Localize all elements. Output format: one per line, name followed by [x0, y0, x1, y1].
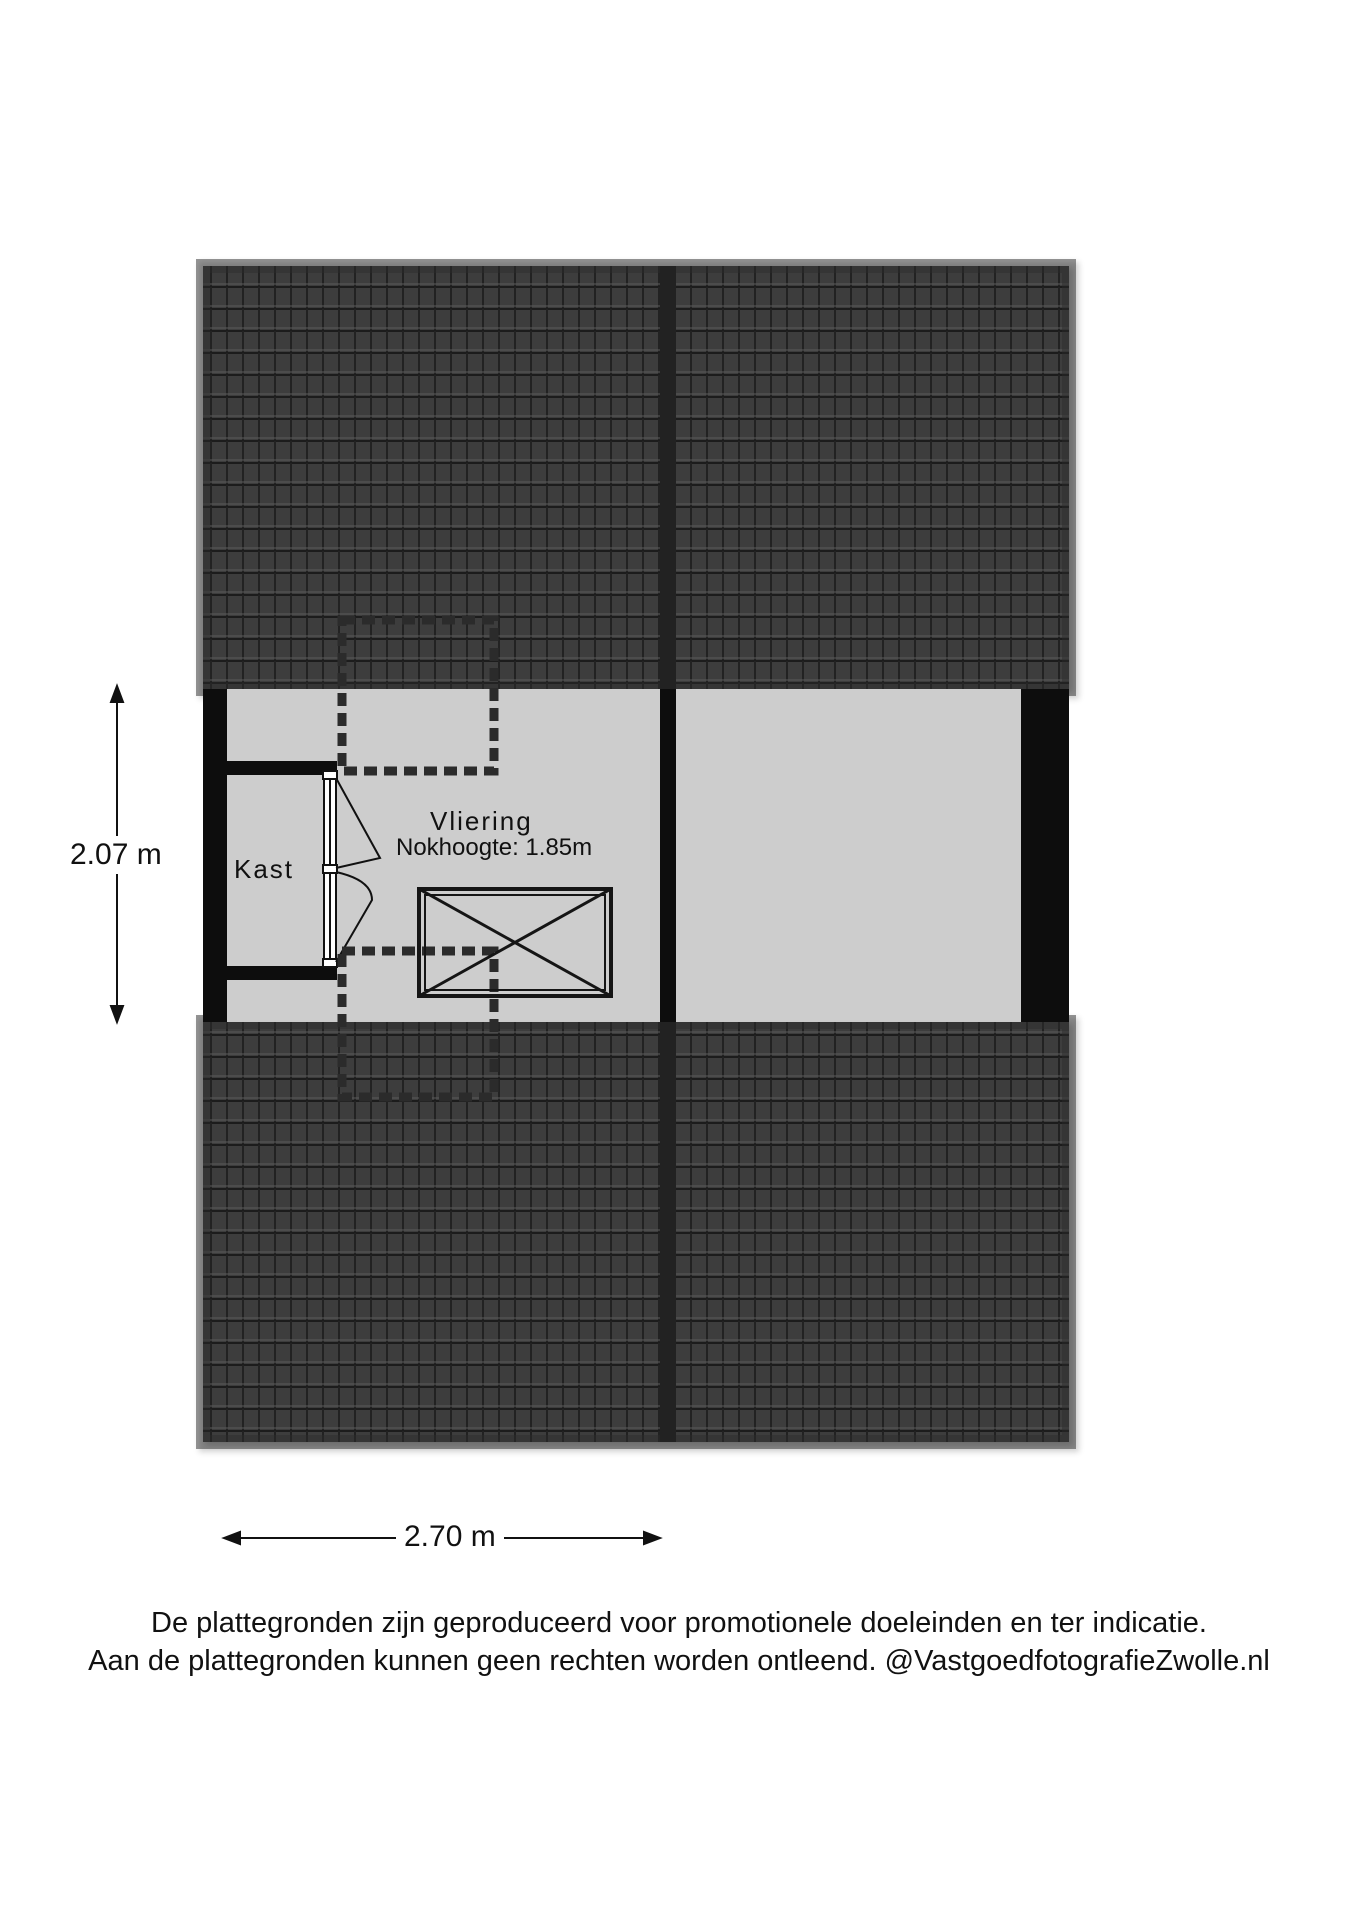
- disclaimer-line-2: Aan de plattegronden kunnen geen rechten worden ontleend. @VastgoedfotografieZwolle.nl: [88, 1645, 1270, 1677]
- ridge-height-label: Nokhoogte: 1.85m: [396, 834, 593, 861]
- wall-left: [203, 689, 227, 1022]
- roof-ridge-bottom: [660, 1022, 676, 1442]
- depth-dimension-label: 2.07 m: [70, 836, 162, 874]
- wall-middle: [660, 689, 676, 1022]
- closet-label: Kast: [234, 854, 295, 884]
- roof-bottom: [203, 1022, 1069, 1442]
- closet-wall-top: [227, 761, 337, 775]
- disclaimer: [0, 1604, 1358, 1680]
- width-dimension-label: 2.70 m: [396, 1520, 504, 1554]
- room-name-label: Vliering: [430, 806, 533, 836]
- wall-right: [1021, 689, 1069, 1022]
- closet-wall-bottom: [227, 966, 337, 980]
- roof-top: [203, 266, 1069, 689]
- disclaimer-line-1: De plattegronden zijn geproduceerd voor promotionele doeleinden en ter indicatie.: [151, 1607, 1207, 1639]
- roof-ridge-top: [660, 266, 676, 689]
